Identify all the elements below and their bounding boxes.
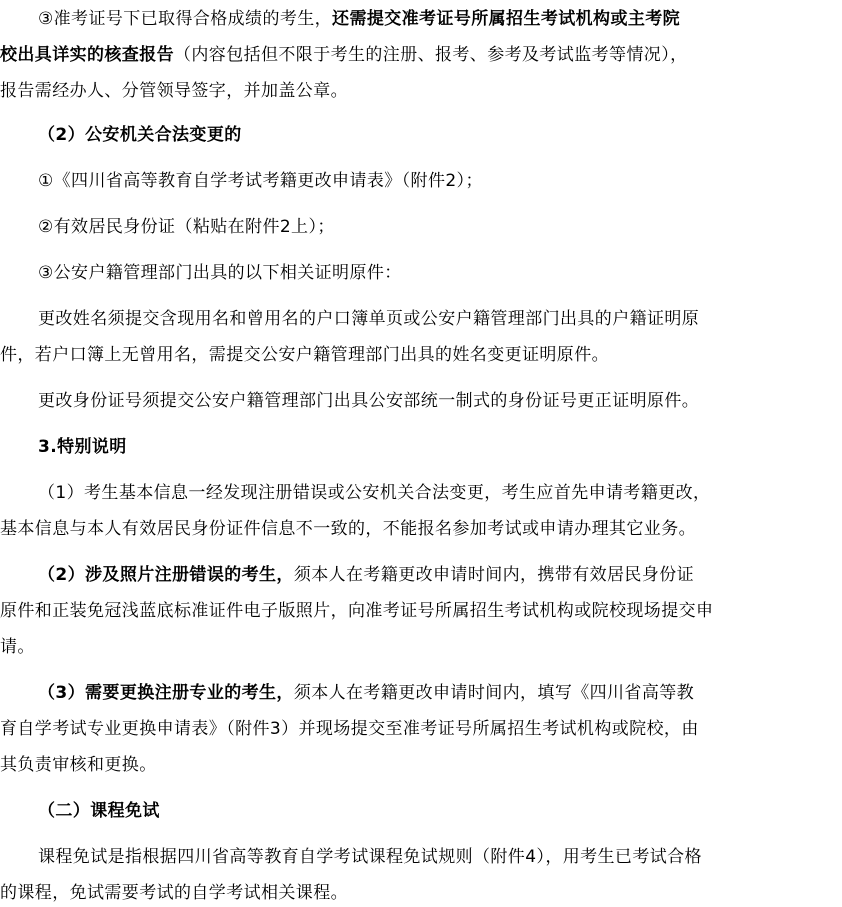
text-run-bold: 校出具详实的核查报告	[0, 45, 174, 65]
paragraph-name-change-line-2: 件，若户口簿上无曾用名，需提交公安户籍管理部门出具的姓名变更证明原件。	[0, 345, 609, 365]
text-run: ③准考证号下已取得合格成绩的考生，	[38, 9, 333, 29]
list-item-application-form: ①《四川省高等教育自学考试考籍更改申请表》（附件2）；	[38, 171, 483, 191]
paragraph-note-2-line-1	[38, 564, 694, 586]
paragraph-note-3-line-1	[38, 682, 694, 704]
paragraph-exemption-line-2: 的课程，免试需要考试的自学考试相关课程。	[0, 883, 348, 903]
paragraph-note-3-line-2: 育自学考试专业更换申请表》（附件3）并现场提交至准考证号所属招生考试机构或院校，由	[0, 719, 699, 739]
paragraph-verification-line-1	[38, 8, 680, 30]
text-run: 须本人在考籍更改申请时间内，填写《四川省高等教	[293, 683, 695, 703]
paragraph-note-3-line-3: 其负责审核和更换。	[0, 755, 157, 775]
text-run: 须本人在考籍更改申请时间内，携带有效居民身份证	[293, 565, 695, 585]
section-heading-police-change: （2）公安机关合法变更的	[38, 125, 242, 145]
paragraph-verification-line-3: 报告需经办人、分管领导签字，并加盖公章。	[0, 81, 348, 101]
paragraph-exemption-line-1: 课程免试是指根据四川省高等教育自学考试课程免试规则（附件4），用考生已考试合格	[38, 847, 702, 867]
paragraph-note-1-line-1: （1）考生基本信息一经发现注册错误或公安机关合法变更，考生应首先申请考籍更改，	[38, 483, 711, 503]
paragraph-verification-line-2	[0, 44, 688, 66]
paragraph-name-change-line-1: 更改姓名须提交含现用名和曾用名的户口簿单页或公安户籍管理部门出具的户籍证明原	[38, 309, 700, 329]
text-run-bold: 还需提交准考证号所属招生考试机构或主考院	[332, 9, 681, 29]
section-heading-course-exemption: （二）课程免试	[38, 801, 160, 821]
list-item-police-proof: ③公安户籍管理部门出具的以下相关证明原件：	[38, 263, 402, 283]
list-item-id-card: ②有效居民身份证（粘贴在附件2上）；	[38, 217, 335, 237]
paragraph-note-2-line-3: 请。	[0, 637, 35, 657]
section-heading-special-notes: 3.特别说明	[38, 437, 127, 457]
paragraph-id-change-line-1: 更改身份证号须提交公安户籍管理部门出具公安部统一制式的身份证号更正证明原件。	[38, 391, 700, 411]
text-run: （内容包括但不限于考生的注册、报考、参考及考试监考等情况），	[174, 45, 688, 65]
paragraph-note-2-line-2: 原件和正装免冠浅蓝底标准证件电子版照片，向准考证号所属招生考试机构或院校现场提交申	[0, 601, 714, 621]
text-run-bold: （2）涉及照片注册错误的考生，	[38, 565, 294, 585]
text-run-bold: （3）需要更换注册专业的考生，	[38, 683, 294, 703]
paragraph-note-1-line-2: 基本信息与本人有效居民身份证件信息不一致的，不能报名参加考试或申请办理其它业务。	[0, 519, 696, 539]
